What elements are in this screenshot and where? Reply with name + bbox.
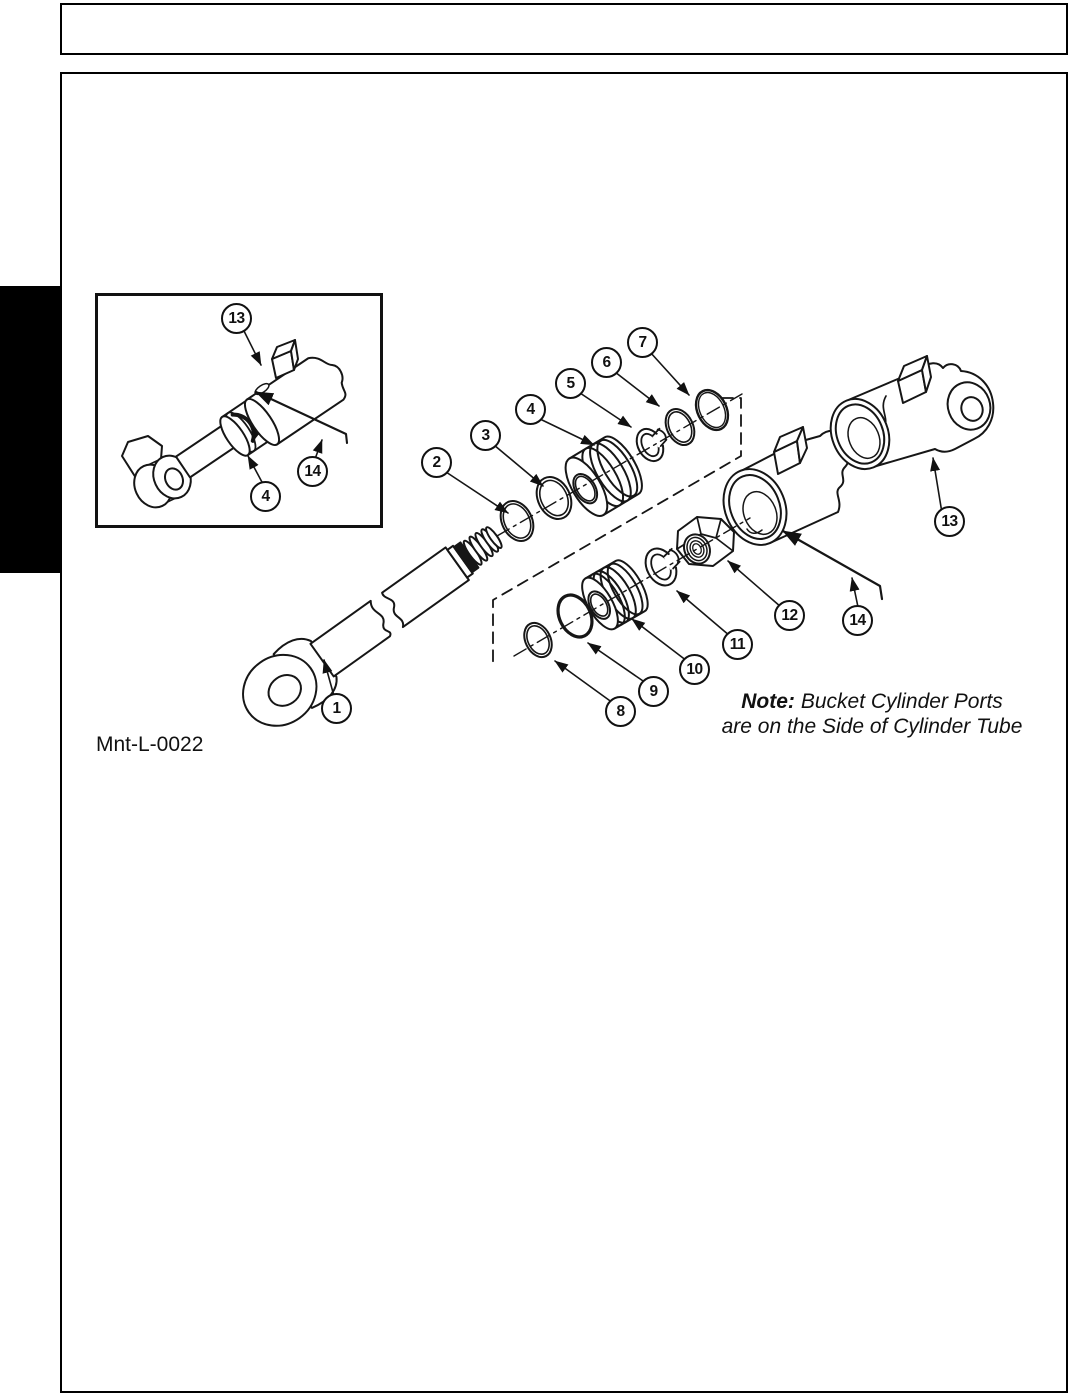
callout-7-number: 7 bbox=[638, 333, 647, 351]
callout-9 bbox=[638, 676, 669, 707]
callout-12-number: 12 bbox=[781, 606, 798, 624]
inset-callout-13 bbox=[221, 303, 252, 334]
o-ring-2-drawing bbox=[494, 496, 539, 547]
callout-1 bbox=[321, 693, 352, 724]
ring-8-drawing bbox=[519, 618, 557, 661]
figure-label: Mnt-L-0022 bbox=[96, 733, 204, 756]
callout-14 bbox=[842, 605, 873, 636]
callout-14-number: 14 bbox=[849, 611, 866, 629]
line-14-main bbox=[783, 531, 882, 599]
callout-4 bbox=[515, 394, 546, 425]
callout-11 bbox=[722, 629, 753, 660]
o-ring-7-drawing bbox=[690, 385, 734, 435]
note-text-1: Bucket Cylinder Ports bbox=[800, 690, 1003, 713]
inset-callout-14-number: 14 bbox=[304, 462, 321, 480]
inset-callout-4-number: 4 bbox=[261, 487, 270, 505]
inset-cylinder-drawing bbox=[122, 340, 355, 514]
note-line-1 bbox=[702, 689, 1042, 714]
callout-7 bbox=[627, 327, 658, 358]
note-label: Note: bbox=[741, 690, 795, 713]
callout-8-number: 8 bbox=[616, 702, 625, 720]
callout-5-number: 5 bbox=[566, 374, 575, 392]
callout-4-number: 4 bbox=[526, 400, 535, 418]
callout-11-number: 11 bbox=[729, 635, 746, 653]
callout-12 bbox=[774, 600, 805, 631]
inset-callout-4 bbox=[250, 481, 281, 512]
rod-drawing bbox=[229, 508, 517, 741]
callout-3-number: 3 bbox=[481, 426, 490, 444]
callout-2 bbox=[421, 447, 452, 478]
callout-2-number: 2 bbox=[432, 453, 441, 471]
callout-10 bbox=[679, 654, 710, 685]
callout-13 bbox=[934, 506, 965, 537]
callout-8 bbox=[605, 696, 636, 727]
cylinder-tube-right-drawing bbox=[821, 356, 997, 478]
inset-callout-13-number: 13 bbox=[228, 309, 245, 327]
inset-callout-14 bbox=[297, 456, 328, 487]
lock-nut-12-drawing bbox=[677, 517, 734, 568]
note bbox=[702, 689, 1042, 739]
note-line-2: are on the Side of Cylinder Tube bbox=[721, 715, 1023, 738]
callout-6 bbox=[591, 347, 622, 378]
callout-10-number: 10 bbox=[686, 660, 703, 678]
callout-6-number: 6 bbox=[602, 353, 611, 371]
callout-9-number: 9 bbox=[649, 682, 658, 700]
callout-13-number: 13 bbox=[941, 512, 958, 530]
callout-3 bbox=[470, 420, 501, 451]
callout-5 bbox=[555, 368, 586, 399]
callout-1-number: 1 bbox=[332, 699, 341, 717]
